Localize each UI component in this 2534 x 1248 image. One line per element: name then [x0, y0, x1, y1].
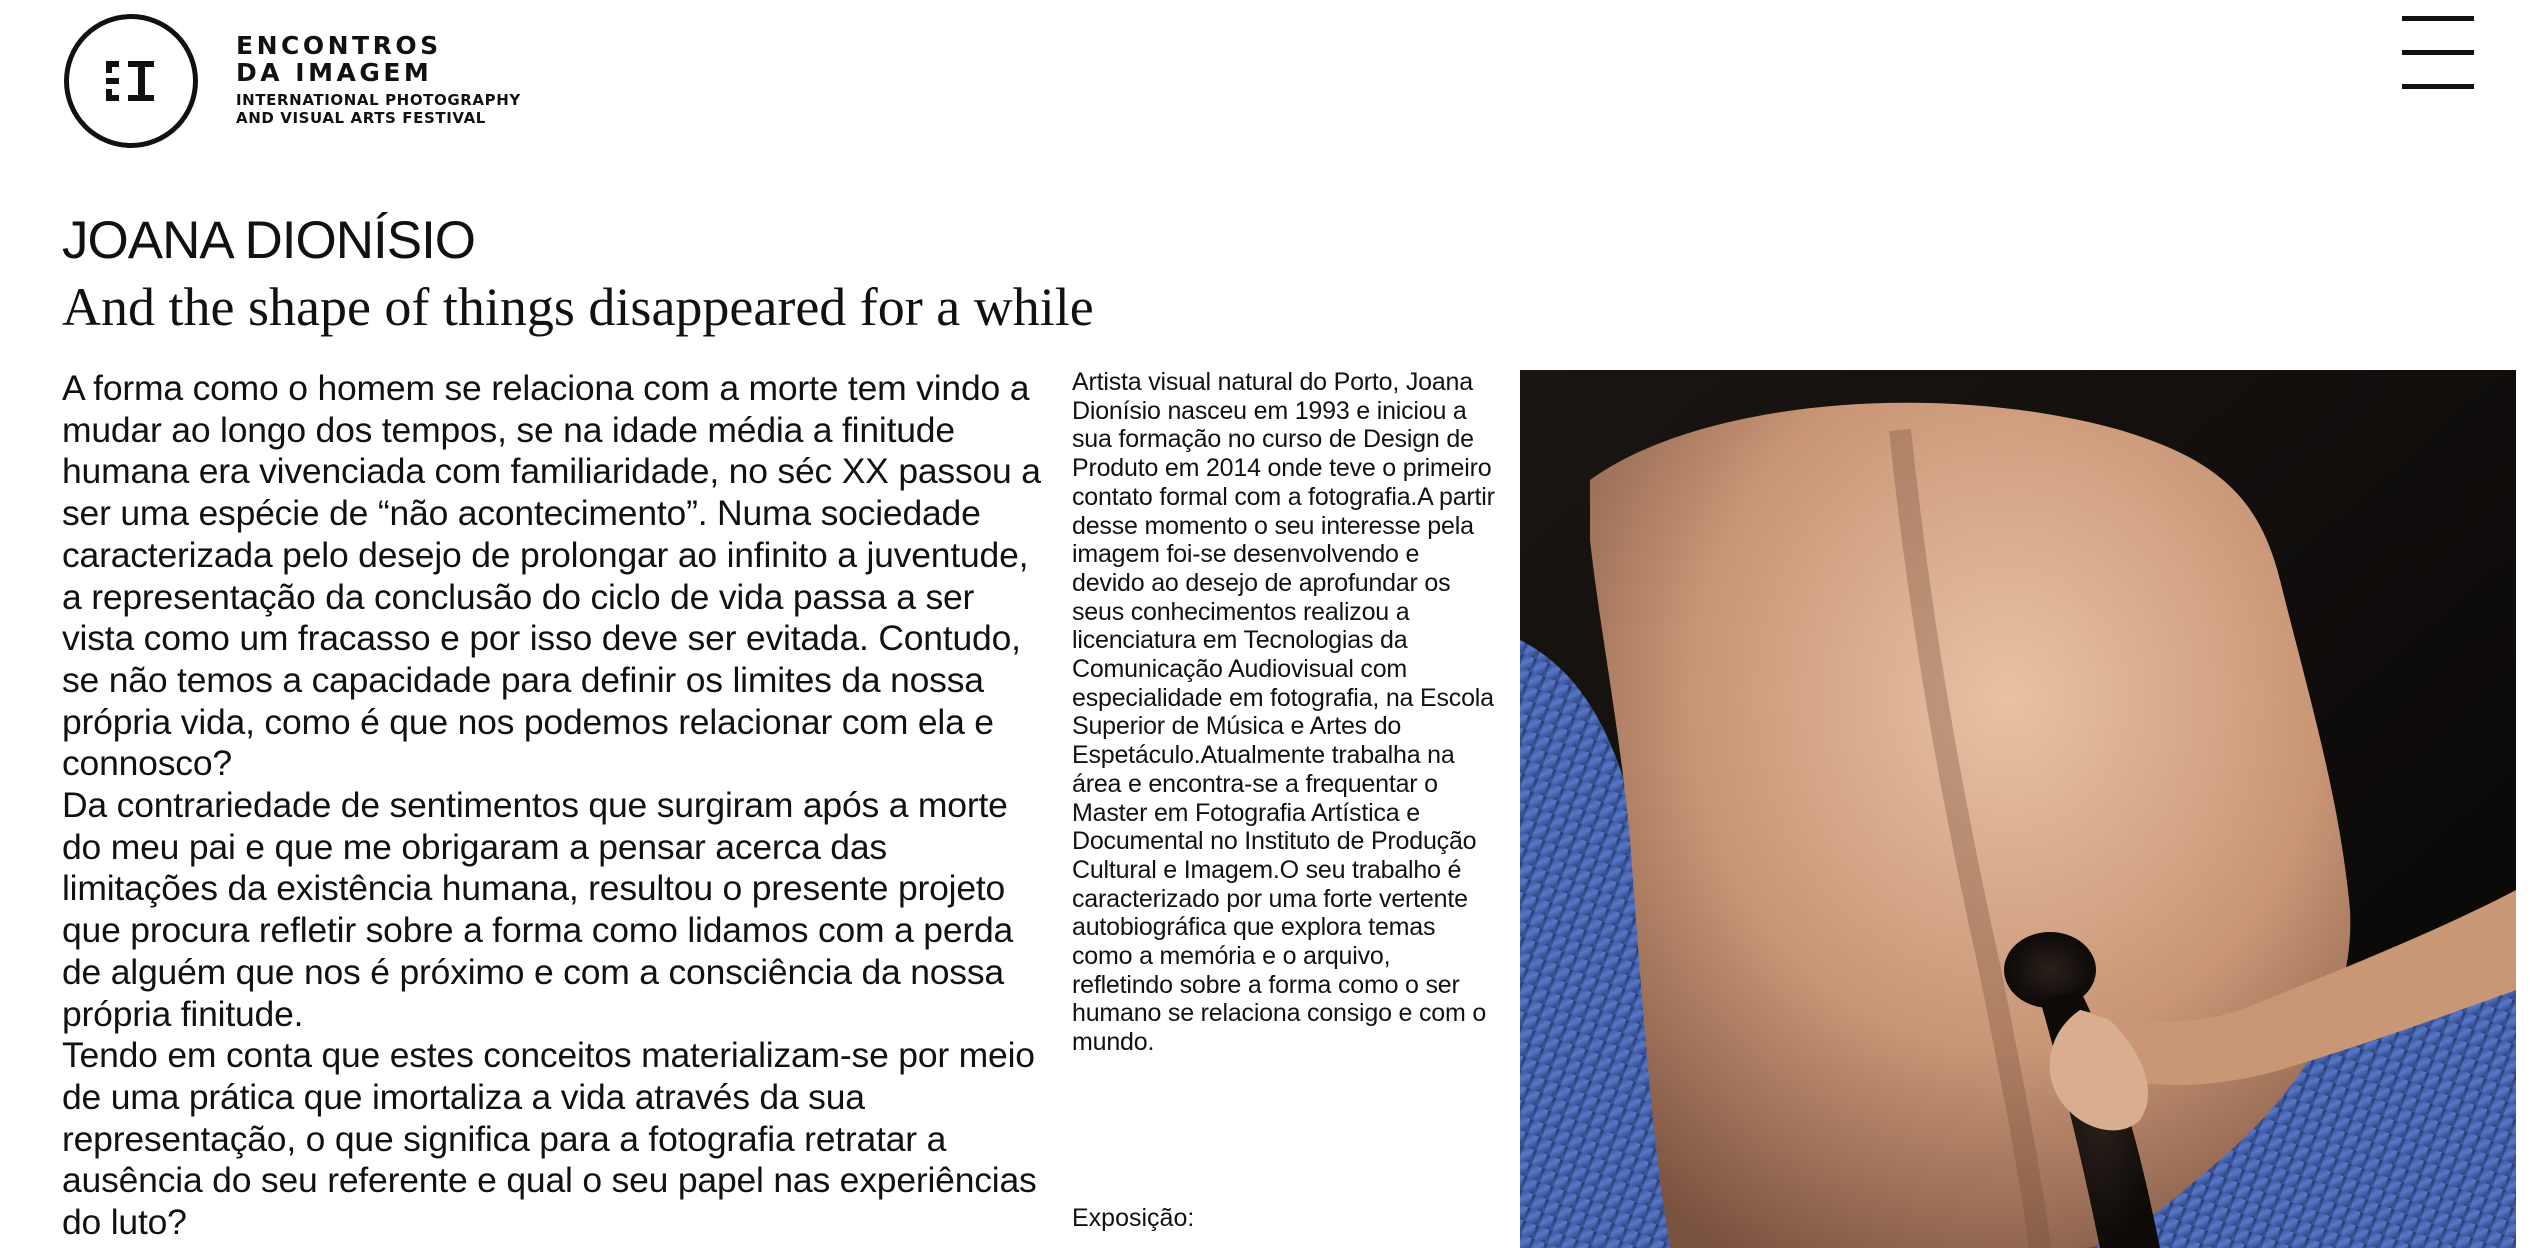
menu-bar [2402, 16, 2474, 21]
artist-statement [62, 368, 1042, 1244]
project-title: And the shape of things disappeared for a while [62, 277, 1094, 337]
brand-name-line2: DA IMAGEM [236, 58, 433, 87]
brand-name-line1: ENCONTROS [236, 31, 442, 60]
menu-bar [2402, 84, 2474, 89]
statement-paragraph: Tendo em conta que estes conceitos materializam-se por meio de uma prática que imortaliza a vida através da sua representação, o que significa para a fotografia retratar a ausência do seu referente e qual o seu papel nas experiências do luto? [62, 1035, 1037, 1243]
hamburger-menu-icon[interactable] [2402, 16, 2474, 90]
ei-logo-icon [106, 61, 156, 101]
brand-tagline-line2: AND VISUAL ARTS FESTIVAL [236, 109, 486, 127]
exhibition-label: Exposição: [1072, 1204, 1195, 1232]
menu-bar [2402, 50, 2474, 55]
brand-tagline-line1: INTERNATIONAL PHOTOGRAPHY [236, 91, 521, 109]
statement-paragraph: A forma como o homem se relaciona com a morte tem vindo a mudar ao longo dos tempos, se na idade média a finitude humana era vivenciada com familiaridade, no séc XX passou a ser uma espécie de “não acontecimento”. Numa sociedade caracterizada pelo desejo de prolongar ao infinito a juventude, a representação da conclusão do ciclo de vida passa a ser vista como um fracasso e por isso deve ser evitada. Contudo, se não temos a capacidade para definir os limites da nossa própria vida, como é que nos podemos relacionar com ela e connosco? [62, 368, 1041, 784]
artwork-photo [1520, 370, 2516, 1248]
artist-bio: Artista visual natural do Porto, Joana Dionísio nasceu em 1993 e iniciou a sua formação no curso de Design de Produto em 2014 onde teve o primeiro contato formal com a fotografia.A partir desse momento o seu interesse pela imagem foi-se desenvolvendo e devido ao desejo de aprofundar os seus conhecimentos realizou a licenciatura em Tecnologias da Comunicação Audiovisual com especialidade em fotografia, na Escola Superior de Música e Artes do Espetáculo.Atualmente trabalha na área e encontra-se a frequentar o Master em Fotografia Artística e Documental no Instituto de Produção Cultural e Imagem.O seu trabalho é caracterizado por uma forte vertente autobiográfica que explora temas como a memória e o arquivo, refletindo sobre a forma como o ser humano se relaciona consigo e com o mundo. [1072, 368, 1495, 1057]
festival-logo[interactable] [64, 14, 198, 148]
artist-name: JOANA DIONÍSIO [62, 211, 476, 270]
statement-paragraph: Da contrariedade de sentimentos que surgiram após a morte do meu pai e que me obrigaram a pensar acerca das limitações da existência humana, resultou o presente projeto que procura refletir sobre a forma como lidamos com a perda de alguém que nos é próximo e com a consciência da nossa própria finitude. [62, 785, 1014, 1034]
festival-brand[interactable] [236, 32, 521, 127]
bare-back-photo-image [1520, 370, 2516, 1248]
